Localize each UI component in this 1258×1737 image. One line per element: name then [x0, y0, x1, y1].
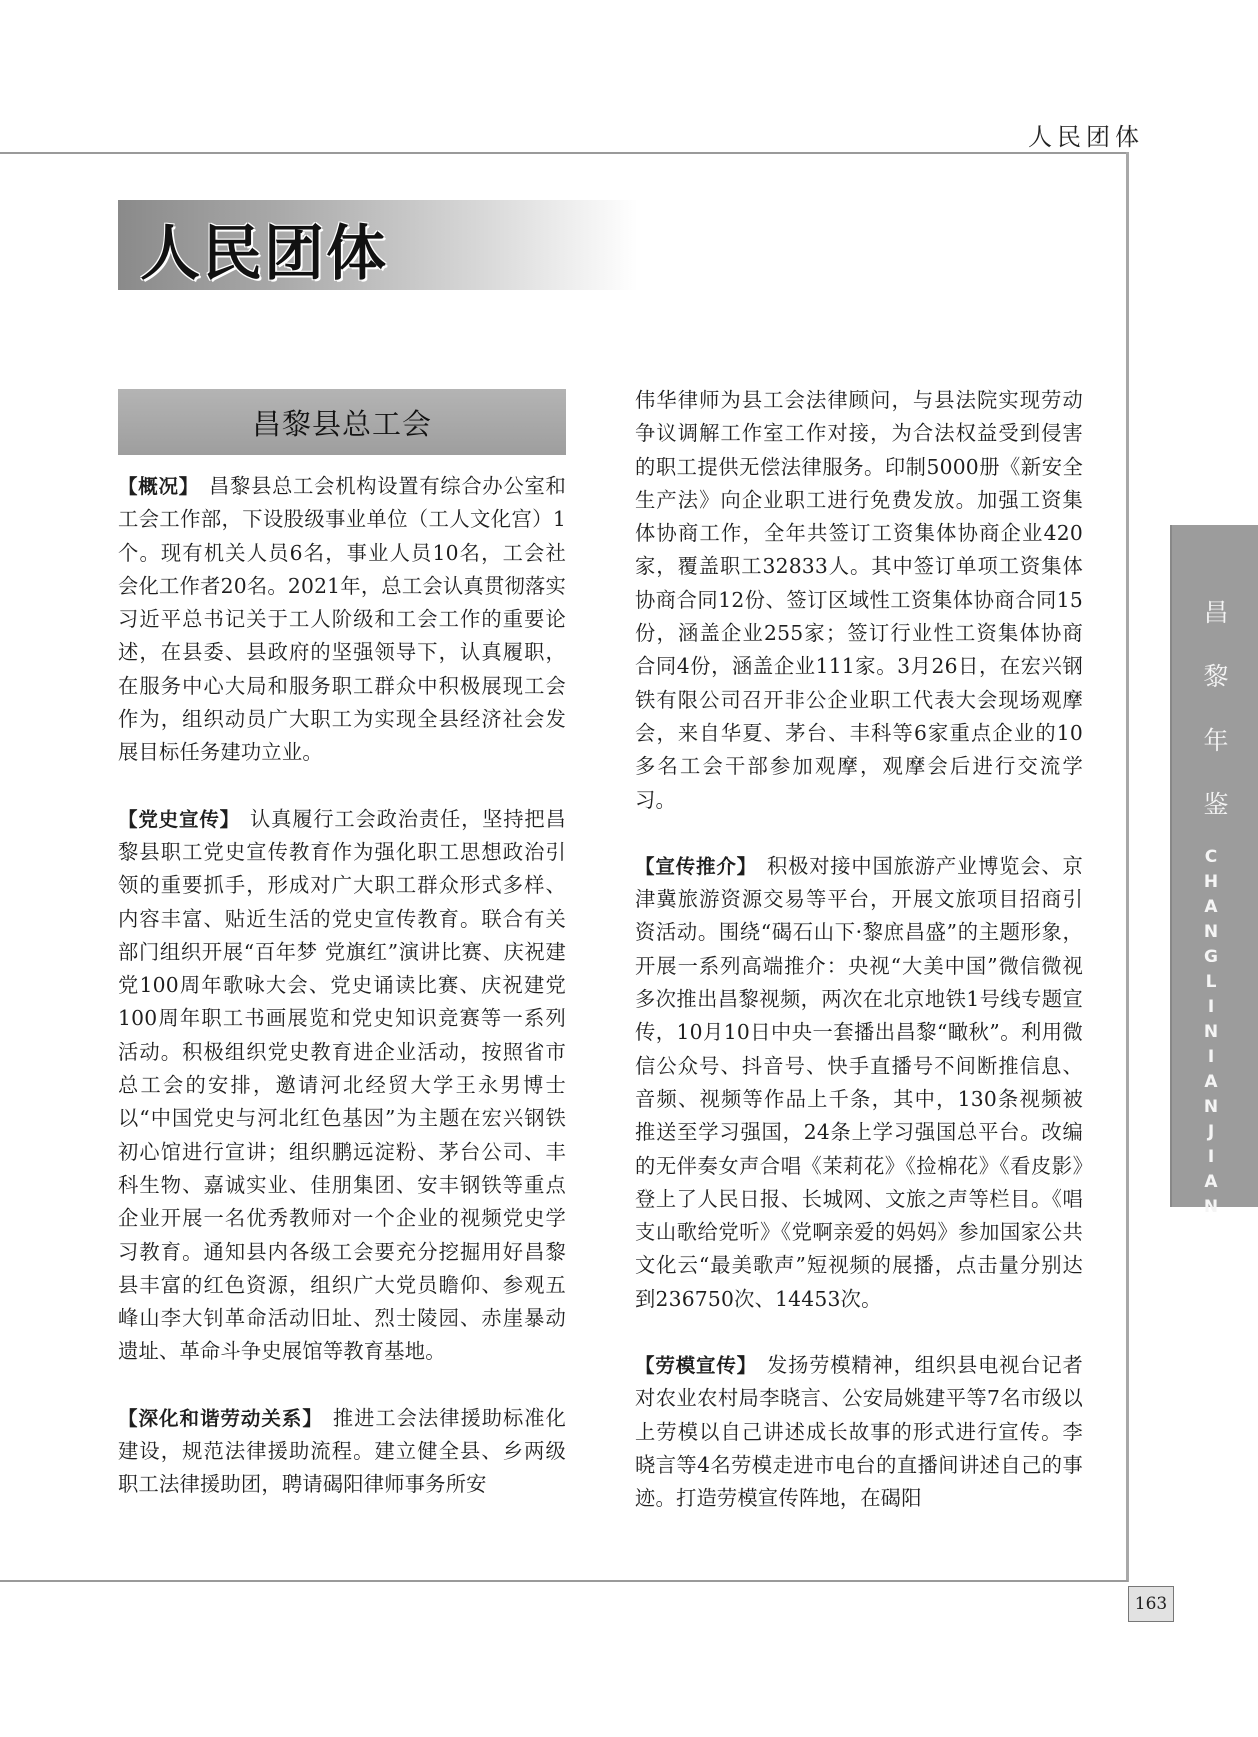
side-tab-en: CHANGLINIANJIAN	[1201, 847, 1221, 1222]
paragraph-model-workers	[635, 1349, 1083, 1515]
section-banner	[118, 200, 638, 290]
paragraph-promotion	[635, 850, 1083, 1316]
side-tab-char: 年	[1203, 726, 1229, 755]
article-title-box	[118, 389, 566, 455]
paragraph-text: 伟华律师为县工会法律顾问，与县法院实现劳动争议调解工作室工作对接，为合法权益受到侵害的职工提供无偿法律服务。印制5000册《新安全生产法》向企业职工进行免费发放。加强工资集体协商工作，全年共签订工资集体协商企业420家，覆盖职工32833人。其中签订单项工资集体协商合同12份、签订区域性工资集体协商合同15份，涵盖企业255家；签订行业性工资集体协商合同4份，涵盖企业111家。3月26日，在宏兴钢铁有限公司召开非公企业职工代表大会现场观摩会，来自华夏、茅台、丰科等6家重点企业的10多名工会干部参加观摩，观摩会后进行交流学习。	[635, 388, 1083, 812]
paragraph-lead: 【劳模宣传】	[635, 1354, 757, 1378]
right-column	[635, 384, 1083, 1549]
side-tab	[1170, 525, 1258, 1222]
paragraph-lead: 【深化和谐劳动关系】	[118, 1406, 323, 1430]
side-tab-char: 鉴	[1203, 790, 1229, 819]
paragraph-text: 推进工会法律援助标准化建设，规范法律援助流程。建立健全县、乡两级职工法律援助团，聘请碣阳律师事务所安	[118, 1405, 566, 1497]
page-number: 163	[1128, 1586, 1174, 1622]
paragraph-lead: 【概况】	[118, 475, 199, 498]
running-header: 人民团体	[1028, 123, 1144, 151]
paragraph-labor-relations-cont	[635, 384, 1083, 817]
paragraph-text: 认真履行工会政治责任，坚持把昌黎县职工党史宣传教育作为强化职工思想政治引领的重要抓手，形成对广大职工群众形式多样、内容丰富、贴近生活的党史宣传教育。联合有关部门组织开展“百年梦 党旗红”演讲比赛、庆祝建党100周年歌咏大会、党史诵读比赛、庆祝建党100周年职工书画展览和党史知识竞赛等一系列活动。积极组织党史教育进企业活动，按照省市总工会的安排，邀请河北经贸大学王永男博士以“中国党史与河北红色基因”为主题在宏兴钢铁初心馆进行宣讲；组织鹏远淀粉、茅台公司、丰科生物、嘉诚实业、佳朋集团、安丰钢铁等重点企业开展一名优秀教师对一个企业的视频党史学习教育。通知县内各级工会要充分挖掘用好昌黎县丰富的红色资源，组织广大党员瞻仰、参观五峰山李大钊革命活动旧址、烈士陵园、赤崖暴动遗址、革命斗争史展馆等教育基地。	[118, 806, 566, 1364]
paragraph-text: 积极对接中国旅游产业博览会、京津冀旅游资源交易等平台，开展文旅项目招商引资活动。围绕“碣石山下·黎庶昌盛”的主题形象，开展一系列高端推介：央视“大美中国”微信微视多次推出昌黎视频，两次在北京地铁1号线专题宣传，10月10日中央一套播出昌黎“瞰秋”。利用微信公众号、抖音号、快手直播号不间断推信息、音频、视频等作品上千条，其中，130条视频被推送至学习强国，24条上学习强国总平台。改编的无伴奏女声合唱《茉莉花》《捡棉花》《看皮影》登上了人民日报、长城网、文旅之声等栏目。《唱支山歌给党听》《党啊亲爱的妈妈》参加国家公共文化云“最美歌声”短视频的展播，点击量分别达到236750次、14453次。	[635, 853, 1083, 1311]
paragraph-labor-relations	[118, 1402, 566, 1502]
paragraph-lead: 【宣传推介】	[635, 854, 757, 878]
paragraph-text: 发扬劳模精神，组织县电视台记者对农业农村局李晓言、公安局姚建平等7名市级以上劳模以自己讲述成长故事的形式进行宣传。李晓言等4名劳模走进市电台的直播间讲述自己的事迹。打造劳模宣传阵地，在碣阳	[635, 1353, 1083, 1511]
section-title: 人民团体	[140, 219, 388, 289]
frame-right-rule	[1126, 152, 1129, 1582]
frame-bottom-rule	[0, 1580, 1128, 1582]
paragraph-text: 昌黎县总工会机构设置有综合办公室和工会工作部，下设股级事业单位（工人文化宫）1个。现有机关人员6名，事业人员10名，工会社会化工作者20名。2021年，总工会认真贯彻落实习近平总书记关于工人阶级和工会工作的重要论述，在县委、县政府的坚强领导下，认真履职，在服务中心大局和服务职工群众中积极展现工会作为，组织动员广大职工为实现全县经济社会发展目标任务建功立业。	[118, 474, 566, 765]
paragraph-overview	[118, 470, 566, 770]
side-tab-en-wrap	[1201, 847, 1221, 1222]
paragraph-lead: 【党史宣传】	[118, 807, 240, 831]
article-title: 昌黎县总工会	[251, 406, 432, 441]
side-tab-char: 昌	[1203, 598, 1229, 627]
paragraph-party-history	[118, 803, 566, 1369]
left-column	[118, 470, 566, 1535]
frame-top-rule	[0, 152, 1128, 154]
side-tab-char: 黎	[1203, 662, 1229, 691]
